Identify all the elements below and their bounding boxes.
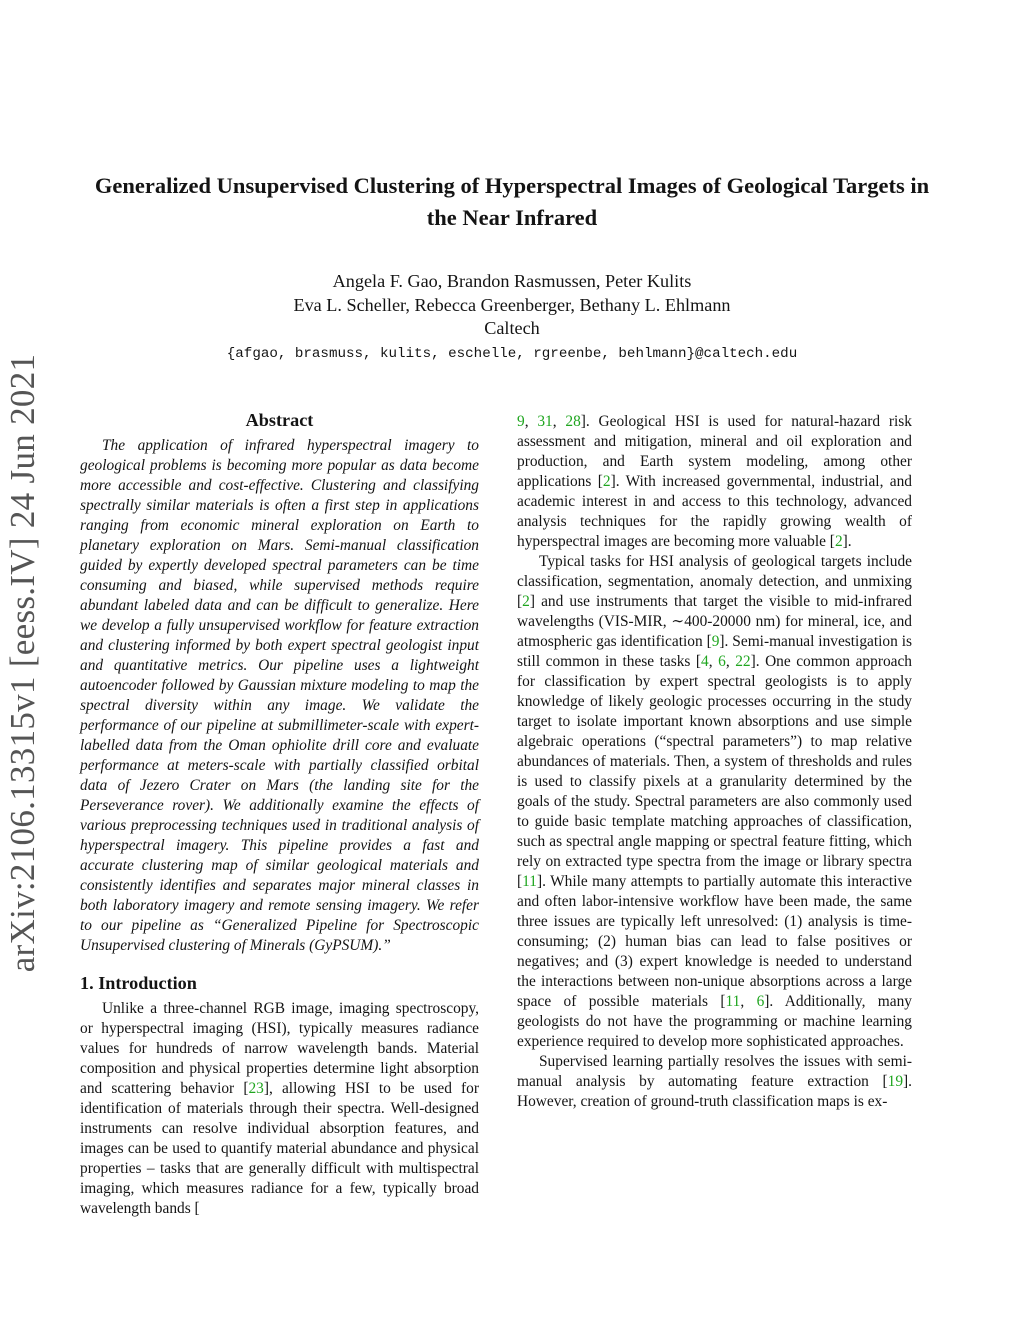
citation-link[interactable]: 2 xyxy=(602,473,611,490)
paragraph-text: ]. Semi-manual investigation is still common in these tasks [ xyxy=(517,633,912,670)
intro-paragraph-1 xyxy=(80,999,479,1219)
paragraph-text: ]. With increased governmental, industrial, and academic interest in and access to this technology, advanced analysis techniques for the rapidly growing wealth of hyperspectral images are becoming more valuable [ xyxy=(517,473,912,550)
introduction-heading: 1. Introduction xyxy=(80,973,197,993)
paragraph-text: ]. While many attempts to partially automate this interactive and often labor-intensive workflow have been made, the same three issues are typically left unresolved: (1) analysis is time-consuming; (2) human bias can lead to false positives or negatives; and (3) expert knowledge is needed to understand the interactions between non-unique absorptions across a large space of possible materials [ xyxy=(517,873,912,1010)
authors-line-2: Eva L. Scheller, Rebecca Greenberger, Bethany L. Ehlmann xyxy=(293,294,731,315)
intro-paragraph-2: Typical tasks for HSI analysis of geological targets include classification, segmentation, anomaly detection, and unmixing [2] and use instruments that target the visible to mid-infrared wavelengths (VIS-MIR, ∼400-20000 nm) for mineral, ice, and atmospheric gas identification [9]. Semi-manual investigation is still common in these tasks [4, 6, 22]. One common approach for classification by expert spectral geologists is to apply knowledge of likely geologic processes occurring in the study target to isolate important known absorptions and use simple algebraic operations (“spectral parameters”) to map relative abundances of materials. Then, a system of thresholds and rules is used to classify pixels at a granularity determined by the goals of the study. Spectral parameters are also commonly used to guide basic template matching approaches of classification, such as spectral angle mapping or spectral feature fitting, which rely on extracted type spectra from the image or library spectra [11]. While many attempts to partially automate this interactive and often labor-intensive workflow have been made, the same three issues are typically left unresolved: (1) analysis is time-consuming; (2) human bias can lead to false positives or negatives; and (3) expert knowledge is needed to understand the interactions between non-unique absorptions across a large space of possible materials [11, 6]. Additionally, many geologists do not have the programming or machine learning experience required to develop more sophisticated approaches. xyxy=(517,553,912,1050)
arxiv-identifier: arXiv:2106.13315v1 [eess.IV] 24 Jun 2021 xyxy=(3,353,42,973)
citation-link[interactable]: 23 xyxy=(248,1080,264,1097)
citation-link[interactable]: 6 xyxy=(718,653,726,670)
paragraph-text: ], allowing HSI to be used for identification of materials through their spectra. Well-designed instruments can resolve individual absorption features, and images can be used to quantify material abundance and physical properties – tasks that are generally difficult with multispectral imaging, which measures radiance for a few, typically broad wavelength bands [ xyxy=(80,1080,479,1217)
intro-paragraph-1-continued: 9, 31, 28]. Geological HSI is used for natural-hazard risk assessment and mitigation, mineral and oil exploration and production, and Earth system modeling, among other applications [2]. With increased governmental, industrial, and academic interest in and access to this technology, advanced analysis techniques for the rapidly growing wealth of hyperspectral images are becoming more valuable [2]. xyxy=(517,413,912,550)
authors-line-1: Angela F. Gao, Brandon Rasmussen, Peter Kulits xyxy=(332,271,692,291)
citation-link[interactable]: 9 xyxy=(517,413,525,430)
paragraph-text: ]. Additionally, many geologists do not have the programming or machine learning experience required to develop more sophisticated approaches. xyxy=(517,993,912,1050)
paragraph-text: Supervised learning partially resolves the issues with semi-manual analysis by automating feature extraction [ xyxy=(517,1053,912,1090)
paragraph-text: ]. One common approach for classification by expert spectral geologists is to apply knowledge of likely geologic processes occurring in the study target to isolate important known absorptions and use simple algebraic operations (“spectral parameters”) to map relative abundances of materials. Then, a system of thresholds and rules is used to classify pixels at a granularity determined by the goals of the study. Spectral parameters are also commonly used to guide basic template matching approaches of classification, such as spectral angle mapping or spectral feature fitting, which rely on extracted type spectra from the image or library spectra [ xyxy=(517,653,912,890)
citation-link[interactable]: 2 xyxy=(834,533,843,550)
citation-link[interactable]: 22 xyxy=(735,653,751,670)
affiliation: Caltech xyxy=(484,318,540,338)
citation-link[interactable]: 28 xyxy=(565,413,581,430)
paragraph-text: Typical tasks for HSI analysis of geological targets include classification, segmentation, anomaly detection, and unmixing [ xyxy=(517,553,912,610)
right-column xyxy=(517,412,912,1112)
left-column xyxy=(80,408,479,1219)
citation-link[interactable]: 6 xyxy=(756,993,765,1010)
citation-link[interactable]: 4 xyxy=(701,653,709,670)
citation-link[interactable]: 2 xyxy=(522,593,530,610)
abstract-text: The application of infrared hyperspectral imagery to geological problems is becoming more popular as data become more accessible and cost-effective. Clustering and classifying spectrally similar materials is often a first step in applications ranging from economic mineral exploration on Earth to planetary exploration on Mars. Semi-manual classification guided by expertly developed spectral parameters can be time consuming and biased, while supervised methods require abundant labeled data and can be difficult to generalize. Here we develop a fully unsupervised workflow for feature extraction and clustering informed by both expert spectral geologist input and quantitative metrics. Our pipeline uses a lightweight autoencoder followed by Gaussian mixture modeling to map the spectral diversity within any image. We validate the performance of our pipeline at submillimeter-scale with expert-labelled data from the Oman ophiolite drill core and evaluate performance at meters-scale with partially classified orbital data of Jezero Crater on Mars (the landing site for the Perseverance rover). We additionally examine the effects of various preprocessing techniques used in traditional analysis of hyperspectral imagery. This pipeline provides a fast and accurate clustering map of similar geological materials and consistently identifies and separates major mineral classes in both laboratory imagery and remote sensing imagery. We refer to our pipeline as “Generalized Pipeline for Spectroscopic Unsupervised clustering of Minerals (GyPSUM).” xyxy=(80,437,479,954)
author-emails: {afgao, brasmuss, kulits, eschelle, rgreenbe, behlmann}@caltech.edu xyxy=(226,345,798,362)
paragraph-text: ]. However, creation of ground-truth classification maps is ex- xyxy=(517,1073,912,1110)
citation-link[interactable]: 9 xyxy=(711,633,720,650)
paper-title: Generalized Unsupervised Clustering of Hyperspectral Images of Geological Targets in the Near Infrared xyxy=(94,173,930,230)
paragraph-text: Unlike a three-channel RGB image, imaging spectroscopy, or hyperspectral imaging (HSI), typically measures radiance values for hundreds of narrow wavelength bands. Material composition and physical properties determine light absorption and scattering behavior [ xyxy=(80,1000,479,1097)
paragraph-text: ]. Geological HSI is used for natural-hazard risk assessment and mitigation, mineral and oil exploration and production, and Earth system modeling, among other applications [ xyxy=(517,413,912,490)
abstract-heading: Abstract xyxy=(245,410,314,430)
citation-link[interactable]: 31 xyxy=(537,413,553,430)
paragraph-text: ]. xyxy=(842,533,852,550)
author-block xyxy=(80,270,944,365)
citation-link[interactable]: 11 xyxy=(522,873,537,890)
paragraph-text: ] and use instruments that target the visible to mid-infrared wavelengths (VIS-MIR, ∼400-20000 nm) for mineral, ice, and atmospheric gas identification [ xyxy=(517,593,912,650)
intro-paragraph-3 xyxy=(517,1052,912,1112)
citation-link[interactable]: 11 xyxy=(725,993,741,1010)
citation-link[interactable]: 19 xyxy=(887,1073,904,1090)
